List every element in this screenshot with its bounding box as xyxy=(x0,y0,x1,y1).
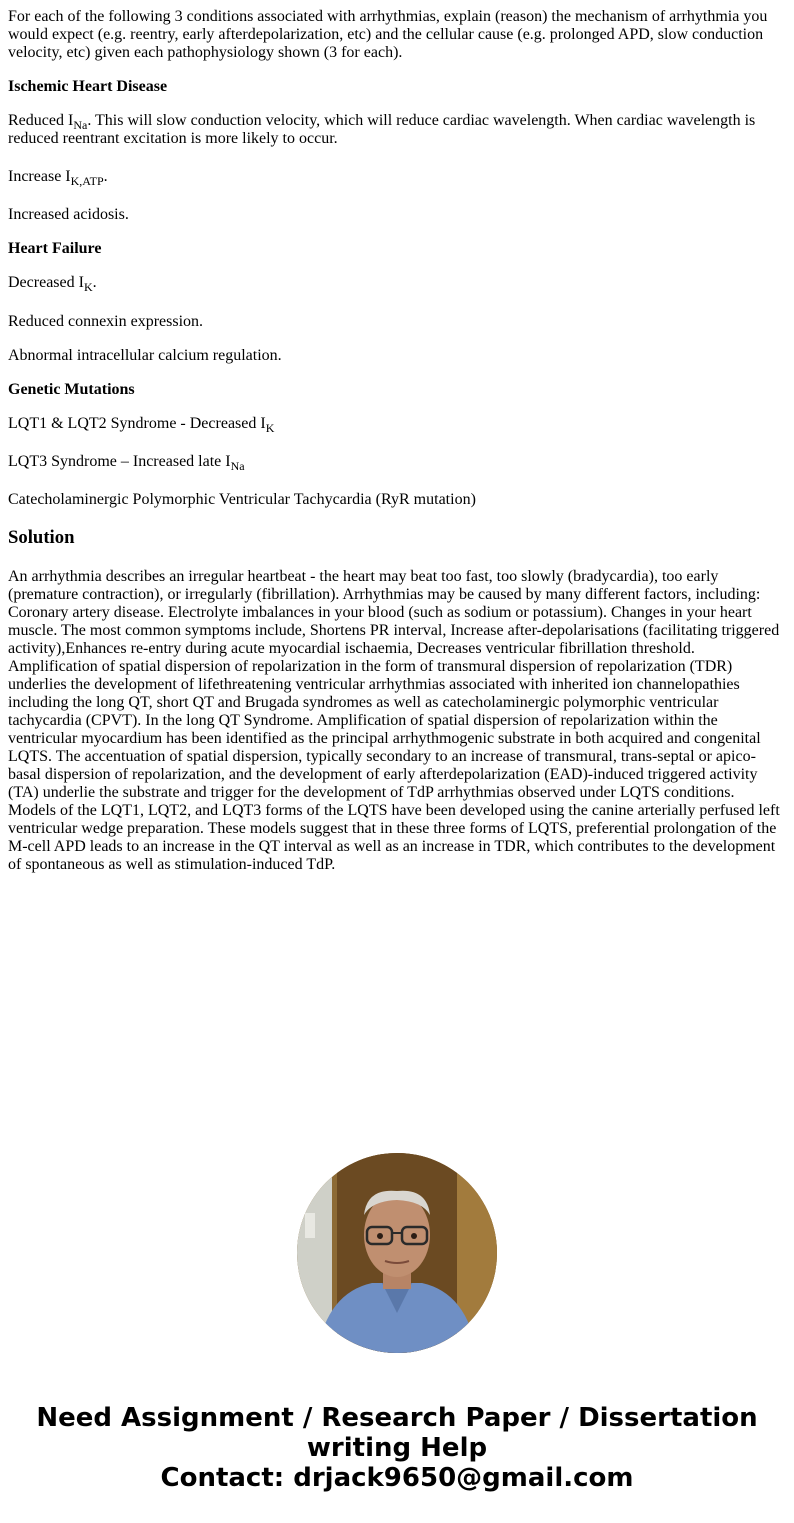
ihd-item-3: Increased acidosis. xyxy=(8,206,129,223)
ischemic-heart-disease-heading: Ischemic Heart Disease xyxy=(8,78,168,95)
genetic-mutations-heading: Genetic Mutations xyxy=(8,381,135,398)
solution-body: An arrhythmia describes an irregular heartbeat - the heart may beat too fast, too slowly (bradycardia), too early (premature contraction), or irregularly (fibrillation). Arrhythmias may be caused by many different factors, including: Coronary artery disease. Electrolyte imbalances in your blood (such as sodium or potassium). Changes in your heart muscle. The most common symptoms include, Shortens PR interval, Increase after-depolarisations (facilitating triggered activity),Enhances re-entry during acute myocardial ischaemia, Decreases ventricular fibrillation threshold. Amplification of spatial dispersion of repolarization in the form of transmural dispersion of repolarization (TDR) underlies the development of lifethreatening ventricular arrhythmias associated with inherited ion channelopathies including the long QT, short QT and Brugada syndromes as well as catecholaminergic polymorphic ventricular tachycardia (CPVT). In the long QT Syndrome. Amplification of spatial dispersion of repolarization within the ventricular myocardium has been identified as the principal arrhythmogenic substrate in both acquired and congenital LQTS. The accentuation of spatial dispersion, typically secondary to an increase of transmural, trans-septal or apico-basal dispersion of repolarization, and the development of early afterdepolarization (EAD)-induced triggered activity (TA) underlie the substrate and trigger for the development of TdP arrhythmias observed under LQTS conditions. Models of the LQT1, LQT2, and LQT3 forms of the LQTS have been developed using the canine arterially perfused left ventricular wedge preparation. These models suggest that in these three forms of LQTS, preferential prolongation of the M-cell APD leads to an increase in the QT interval as well as an increase in TDR, which contributes to the development of spontaneous as well as stimulation-induced TdP. xyxy=(8,568,780,873)
gm-item-3: Catecholaminergic Polymorphic Ventricular Tachycardia (RyR mutation) xyxy=(8,491,476,508)
question-intro: For each of the following 3 conditions associated with arrhythmias, explain (reason) the mechanism of arrhythmia you would expect (e.g. reentry, early afterdepolarization, etc) and the cellular cause (e.g. prolonged APD, slow conduction velocity, etc) given each pathophysiology shown (3 for each). xyxy=(8,8,768,61)
footer-contact: Contact: drjack9650@gmail.com xyxy=(160,1463,634,1493)
gm-item-1: LQT1 & LQT2 Syndrome - Decreased $I_K$ xyxy=(8,415,275,435)
person-portrait-image xyxy=(297,1153,497,1353)
author-photo xyxy=(297,1153,497,1353)
hf-item-3: Abnormal intracellular calcium regulation. xyxy=(8,347,282,364)
hf-item-1: Decreased $I_K$. xyxy=(8,274,97,294)
ihd-item-2: Increase $I_{K,ATP}$. xyxy=(8,168,108,188)
heart-failure-heading: Heart Failure xyxy=(8,240,102,257)
footer-line-1: Need Assignment / Research Paper / Dissertation xyxy=(36,1403,758,1433)
ihd-item-1: Reduced $I_{Na}$. This will slow conduction velocity, which will reduce cardiac wavelength. When cardiac wavelength is reduced reentrant excitation is more likely to occur. xyxy=(8,112,756,147)
footer-line-2: writing Help xyxy=(306,1433,488,1463)
promo-footer xyxy=(0,1403,794,1493)
solution-heading: Solution xyxy=(8,527,75,548)
gm-item-2: LQT3 Syndrome – Increased late $I_{Na}$ xyxy=(8,453,245,473)
hf-item-2: Reduced connexin expression. xyxy=(8,313,204,330)
